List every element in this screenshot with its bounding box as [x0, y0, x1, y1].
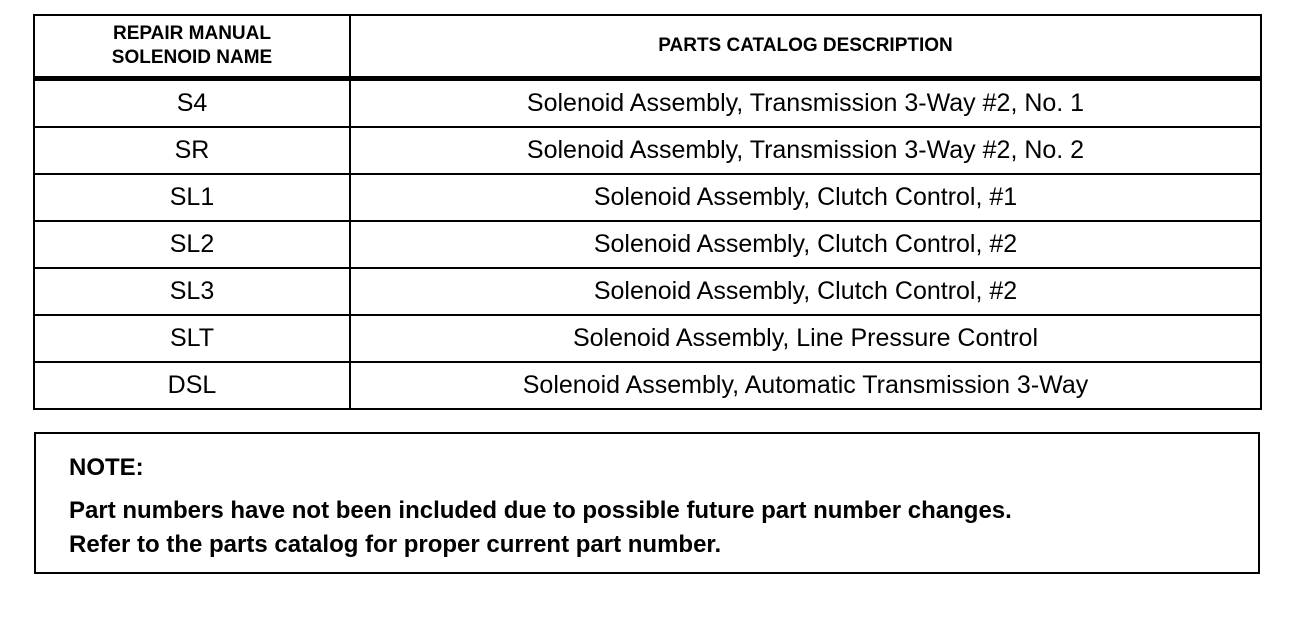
solenoid-parts-table	[33, 14, 1262, 410]
description-cell: Solenoid Assembly, Clutch Control, #1	[350, 174, 1261, 221]
table-row	[34, 221, 1261, 268]
description-cell: Solenoid Assembly, Transmission 3-Way #2, No. 1	[350, 79, 1261, 128]
table-row	[34, 315, 1261, 362]
note-text-line2: Refer to the parts catalog for proper current part number.	[69, 531, 722, 558]
note-title: NOTE:	[69, 454, 144, 481]
table-row	[34, 268, 1261, 315]
table-header-row	[34, 15, 1261, 79]
description-cell: Solenoid Assembly, Line Pressure Control	[350, 315, 1261, 362]
note-text-line1: Part numbers have not been included due to possible future part number changes.	[69, 497, 1012, 524]
solenoid-name-cell: SL3	[34, 268, 350, 315]
solenoid-name-cell: SL1	[34, 174, 350, 221]
table-row	[34, 174, 1261, 221]
header-solenoid-name-line2: SOLENOID NAME	[111, 47, 273, 68]
table-row	[34, 362, 1261, 409]
header-catalog-description: PARTS CATALOG DESCRIPTION	[350, 15, 1261, 79]
header-solenoid-name	[34, 15, 350, 79]
table-row	[34, 79, 1261, 128]
solenoid-name-cell: SL2	[34, 221, 350, 268]
description-cell: Solenoid Assembly, Transmission 3-Way #2, No. 2	[350, 127, 1261, 174]
solenoid-name-cell: SR	[34, 127, 350, 174]
note-box	[34, 432, 1260, 574]
solenoid-name-cell: S4	[34, 79, 350, 128]
description-cell: Solenoid Assembly, Clutch Control, #2	[350, 268, 1261, 315]
solenoid-name-cell: SLT	[34, 315, 350, 362]
header-solenoid-name-line1: REPAIR MANUAL	[113, 23, 271, 44]
description-cell: Solenoid Assembly, Clutch Control, #2	[350, 221, 1261, 268]
solenoid-name-cell: DSL	[34, 362, 350, 409]
description-cell: Solenoid Assembly, Automatic Transmission 3-Way	[350, 362, 1261, 409]
table-row	[34, 127, 1261, 174]
